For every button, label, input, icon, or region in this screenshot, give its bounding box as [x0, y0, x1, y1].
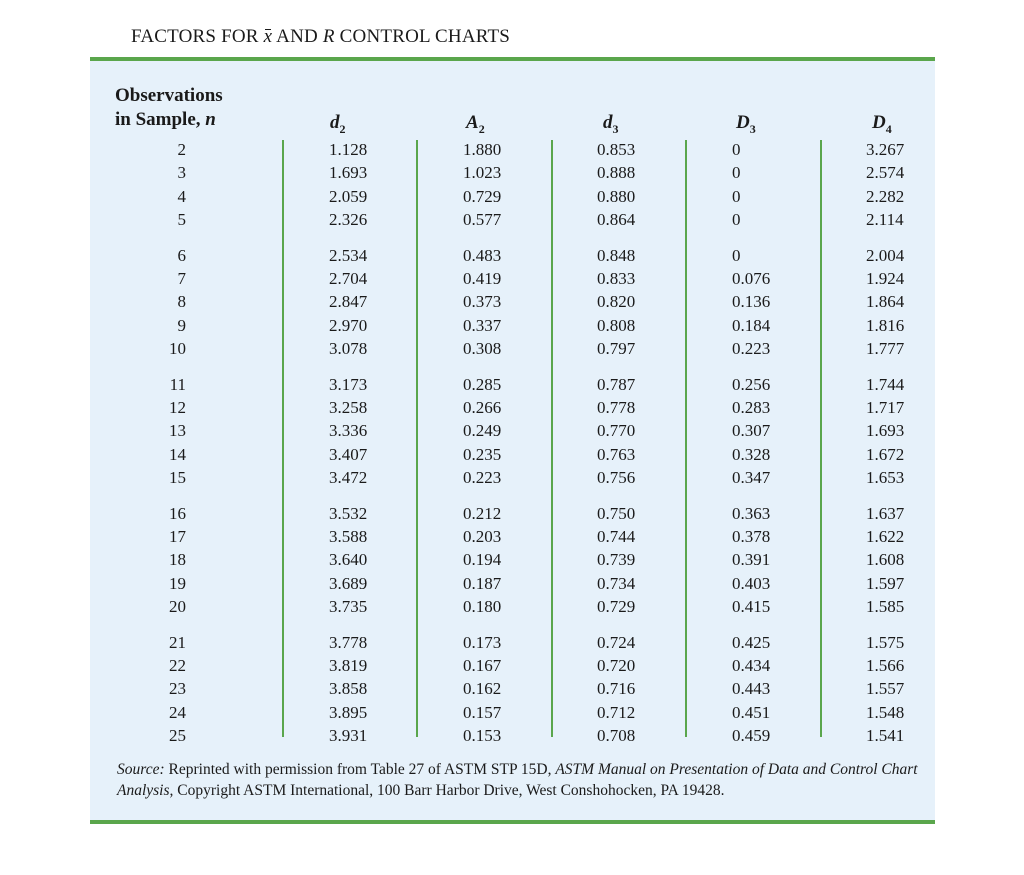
- d3-value: 0.833: [597, 269, 636, 288]
- d2-value: 2.534: [329, 245, 368, 265]
- header-d3-sub: 3: [612, 122, 619, 136]
- table-row: [0, 421, 1024, 445]
- table-row: [0, 375, 1024, 399]
- cap-d4-value: 2.004: [866, 245, 905, 265]
- d2-value: 1.693: [329, 163, 368, 183]
- a2-value: 0.373: [463, 292, 502, 312]
- d2-value: 3.588: [329, 527, 368, 546]
- d3-value: 0.864: [597, 210, 636, 230]
- header-observations-line2: [115, 108, 223, 132]
- cap-d4-value: 1.637: [866, 503, 905, 523]
- table-row: [0, 210, 1024, 234]
- cap-d3-value: 0.391: [732, 550, 771, 570]
- cap-d4-value: 1.864: [866, 292, 905, 312]
- d3-value: 0.888: [597, 163, 636, 183]
- cap-d4-value: 1.585: [866, 597, 905, 617]
- table-row: [0, 339, 1024, 363]
- cap-d3-value: 0.459: [732, 726, 771, 746]
- table-row: [0, 187, 1024, 211]
- cap-d3-value: 0: [732, 245, 741, 265]
- d2-value: 3.819: [329, 656, 368, 675]
- d3-value: 0.734: [597, 573, 636, 593]
- a2-value: 0.162: [463, 679, 502, 699]
- cap-d4-value: 2.114: [866, 210, 904, 230]
- d2-value: 3.472: [329, 468, 368, 488]
- sample-size: 20: [169, 597, 186, 617]
- table-row: [0, 445, 1024, 469]
- cap-d4-value: 1.541: [866, 726, 905, 746]
- table-row: [0, 679, 1024, 703]
- cap-d3-value: 0.347: [732, 468, 771, 488]
- a2-value: 0.483: [463, 245, 502, 265]
- d3-value: 0.744: [597, 527, 636, 546]
- cap-d3-value: 0.378: [732, 527, 771, 546]
- d3-value: 0.848: [597, 245, 636, 265]
- table-row: [0, 550, 1024, 574]
- sample-size: 12: [169, 398, 186, 417]
- source-title: ASTM Manual on Presentation of Data and Control Chart Analysis,: [117, 761, 918, 799]
- header-a2-sub: 2: [478, 122, 485, 136]
- header-a2: [466, 112, 485, 137]
- sample-size: 5: [177, 210, 186, 230]
- d2-value: 3.640: [329, 550, 368, 570]
- cap-d4-value: 3.267: [866, 140, 905, 159]
- a2-value: 0.187: [463, 573, 502, 593]
- d3-value: 0.720: [597, 656, 636, 675]
- table-row: [0, 633, 1024, 657]
- a2-value: 0.285: [463, 374, 502, 394]
- sample-size: 18: [169, 550, 186, 570]
- sample-size: 6: [177, 245, 186, 265]
- d3-value: 0.797: [597, 339, 636, 359]
- sample-size: 3: [177, 163, 186, 183]
- cap-d3-value: 0: [732, 140, 741, 159]
- cap-d3-value: 0.256: [732, 374, 771, 394]
- a2-value: 0.157: [463, 702, 502, 722]
- cap-d4-value: 1.566: [866, 656, 905, 675]
- table-row: [0, 574, 1024, 598]
- d3-value: 0.724: [597, 632, 636, 652]
- sample-size: 21: [169, 632, 186, 652]
- table-row: [0, 163, 1024, 187]
- sample-size: 24: [169, 702, 186, 722]
- table-row: [0, 292, 1024, 316]
- cap-d3-value: 0.328: [732, 444, 771, 464]
- a2-value: 0.729: [463, 186, 502, 206]
- cap-d3-value: 0: [732, 210, 741, 230]
- cap-d4-value: 1.608: [866, 550, 905, 570]
- sample-size: 7: [177, 269, 186, 288]
- d2-value: 3.858: [329, 679, 368, 699]
- header-d3: [603, 112, 619, 137]
- d2-value: 2.970: [329, 315, 368, 335]
- cap-d4-value: 1.717: [866, 398, 905, 417]
- sample-size: 11: [169, 374, 186, 394]
- d3-value: 0.820: [597, 292, 636, 312]
- cap-d3-value: 0.363: [732, 503, 771, 523]
- d3-value: 0.787: [597, 374, 636, 394]
- cap-d4-value: 1.548: [866, 702, 905, 722]
- d2-value: 3.532: [329, 503, 368, 523]
- cap-d3-value: 0.415: [732, 597, 771, 617]
- d2-value: 3.931: [329, 726, 368, 746]
- table-row: [0, 468, 1024, 492]
- title-middle: AND: [272, 26, 323, 47]
- cap-d3-value: 0.443: [732, 679, 771, 699]
- sample-size: 17: [169, 527, 186, 546]
- table-row: [0, 597, 1024, 621]
- d2-value: 3.078: [329, 339, 368, 359]
- a2-value: 0.153: [463, 726, 502, 746]
- d3-value: 0.750: [597, 503, 636, 523]
- header-cap-d3-main: D: [736, 112, 750, 133]
- cap-d3-value: 0: [732, 186, 741, 206]
- a2-value: 0.223: [463, 468, 502, 488]
- d3-value: 0.756: [597, 468, 636, 488]
- a2-value: 0.577: [463, 210, 502, 230]
- d2-value: 3.407: [329, 444, 368, 464]
- header-n-symbol: n: [205, 109, 216, 130]
- sample-size: 10: [169, 339, 186, 359]
- a2-value: 0.308: [463, 339, 502, 359]
- d2-value: 1.128: [329, 140, 368, 159]
- cap-d3-value: 0.076: [732, 269, 771, 288]
- title-xbar-symbol: x: [263, 26, 273, 47]
- a2-value: 0.266: [463, 398, 502, 417]
- header-cap-d3-sub: 3: [749, 122, 756, 136]
- cap-d4-value: 1.777: [866, 339, 905, 359]
- header-observations-text: in Sample,: [115, 109, 206, 130]
- cap-d3-value: 0.434: [732, 656, 771, 675]
- d2-value: 2.847: [329, 292, 368, 312]
- table-row: [0, 656, 1024, 680]
- header-d2-sub: 2: [339, 122, 346, 136]
- a2-value: 1.880: [463, 140, 502, 159]
- header-cap-d4-sub: 4: [885, 122, 892, 136]
- cap-d4-value: 1.744: [866, 374, 905, 394]
- table-row: [0, 726, 1024, 750]
- cap-d3-value: 0.283: [732, 398, 771, 417]
- cap-d4-value: 1.653: [866, 468, 905, 488]
- cap-d3-value: 0.184: [732, 315, 771, 335]
- a2-value: 1.023: [463, 163, 502, 183]
- a2-value: 0.249: [463, 421, 502, 441]
- cap-d4-value: 1.557: [866, 679, 905, 699]
- cap-d4-value: 2.282: [866, 186, 905, 206]
- source-note: [117, 759, 937, 801]
- page-title: [131, 26, 510, 48]
- table-row: [0, 316, 1024, 340]
- sample-size: 9: [177, 315, 186, 335]
- d2-value: 3.735: [329, 597, 368, 617]
- d3-value: 0.712: [597, 702, 636, 722]
- a2-value: 0.235: [463, 444, 502, 464]
- a2-value: 0.337: [463, 315, 502, 335]
- sample-size: 14: [169, 444, 186, 464]
- table-row: [0, 527, 1024, 551]
- cap-d3-value: 0.136: [732, 292, 771, 312]
- sample-size: 4: [177, 186, 186, 206]
- cap-d3-value: 0.451: [732, 702, 771, 722]
- header-d2-main: d: [330, 112, 340, 133]
- cap-d3-value: 0.425: [732, 632, 771, 652]
- title-suffix: CONTROL CHARTS: [334, 26, 511, 47]
- title-r-symbol: R: [322, 26, 335, 47]
- sample-size: 19: [169, 573, 186, 593]
- a2-value: 0.194: [463, 550, 502, 570]
- header-cap-d4: [872, 112, 892, 137]
- cap-d4-value: 1.622: [866, 527, 905, 546]
- d3-value: 0.708: [597, 726, 636, 746]
- table-row: [0, 398, 1024, 422]
- cap-d4-value: 1.672: [866, 444, 905, 464]
- d2-value: 3.778: [329, 632, 368, 652]
- table-row: [0, 140, 1024, 164]
- sample-size: 8: [177, 292, 186, 312]
- cap-d3-value: 0.307: [732, 421, 771, 441]
- d2-value: 3.173: [329, 374, 368, 394]
- header-a2-main: A: [466, 112, 479, 133]
- d2-value: 3.258: [329, 398, 368, 417]
- a2-value: 0.167: [463, 656, 502, 675]
- d2-value: 2.704: [329, 269, 368, 288]
- sample-size: 23: [169, 679, 186, 699]
- cap-d4-value: 1.693: [866, 421, 905, 441]
- header-cap-d3: [736, 112, 756, 137]
- table-row: [0, 703, 1024, 727]
- header-observations-line1: Observations: [115, 85, 223, 106]
- cap-d4-value: 1.924: [866, 269, 905, 288]
- a2-value: 0.419: [463, 269, 502, 288]
- d2-value: 3.336: [329, 421, 368, 441]
- sample-size: 16: [169, 503, 186, 523]
- sample-size: 22: [169, 656, 186, 675]
- sample-size: 2: [177, 140, 186, 159]
- sample-size: 13: [169, 421, 186, 441]
- cap-d4-value: 2.574: [866, 163, 905, 183]
- d2-value: 2.059: [329, 186, 368, 206]
- a2-value: 0.203: [463, 527, 502, 546]
- a2-value: 0.173: [463, 632, 502, 652]
- d3-value: 0.716: [597, 679, 636, 699]
- source-text-end: Copyright ASTM International, 100 Barr Harbor Drive, West Conshohocken, PA 19428.: [173, 782, 725, 799]
- d3-value: 0.729: [597, 597, 636, 617]
- table-row: [0, 269, 1024, 293]
- header-d3-main: d: [603, 112, 613, 133]
- table-row: [0, 246, 1024, 270]
- d3-value: 0.778: [597, 398, 636, 417]
- d3-value: 0.770: [597, 421, 636, 441]
- sample-size: 15: [169, 468, 186, 488]
- source-label: Source:: [117, 761, 165, 778]
- cap-d4-value: 1.575: [866, 632, 905, 652]
- a2-value: 0.180: [463, 597, 502, 617]
- d3-value: 0.880: [597, 186, 636, 206]
- d3-value: 0.808: [597, 315, 636, 335]
- d2-value: 3.689: [329, 573, 368, 593]
- d3-value: 0.739: [597, 550, 636, 570]
- cap-d3-value: 0.403: [732, 573, 771, 593]
- header-observations: [115, 84, 223, 132]
- cap-d3-value: 0: [732, 163, 741, 183]
- d3-value: 0.763: [597, 444, 636, 464]
- sample-size: 25: [169, 726, 186, 746]
- table-row: [0, 504, 1024, 528]
- d2-value: 3.895: [329, 702, 368, 722]
- d2-value: 2.326: [329, 210, 368, 230]
- d3-value: 0.853: [597, 140, 636, 159]
- header-cap-d4-main: D: [872, 112, 886, 133]
- cap-d4-value: 1.597: [866, 573, 905, 593]
- source-text: Reprinted with permission from Table 27 of ASTM STP 15D,: [164, 761, 556, 778]
- a2-value: 0.212: [463, 503, 502, 523]
- cap-d3-value: 0.223: [732, 339, 771, 359]
- title-prefix: FACTORS FOR: [131, 26, 264, 47]
- header-d2: [330, 112, 346, 137]
- cap-d4-value: 1.816: [866, 315, 905, 335]
